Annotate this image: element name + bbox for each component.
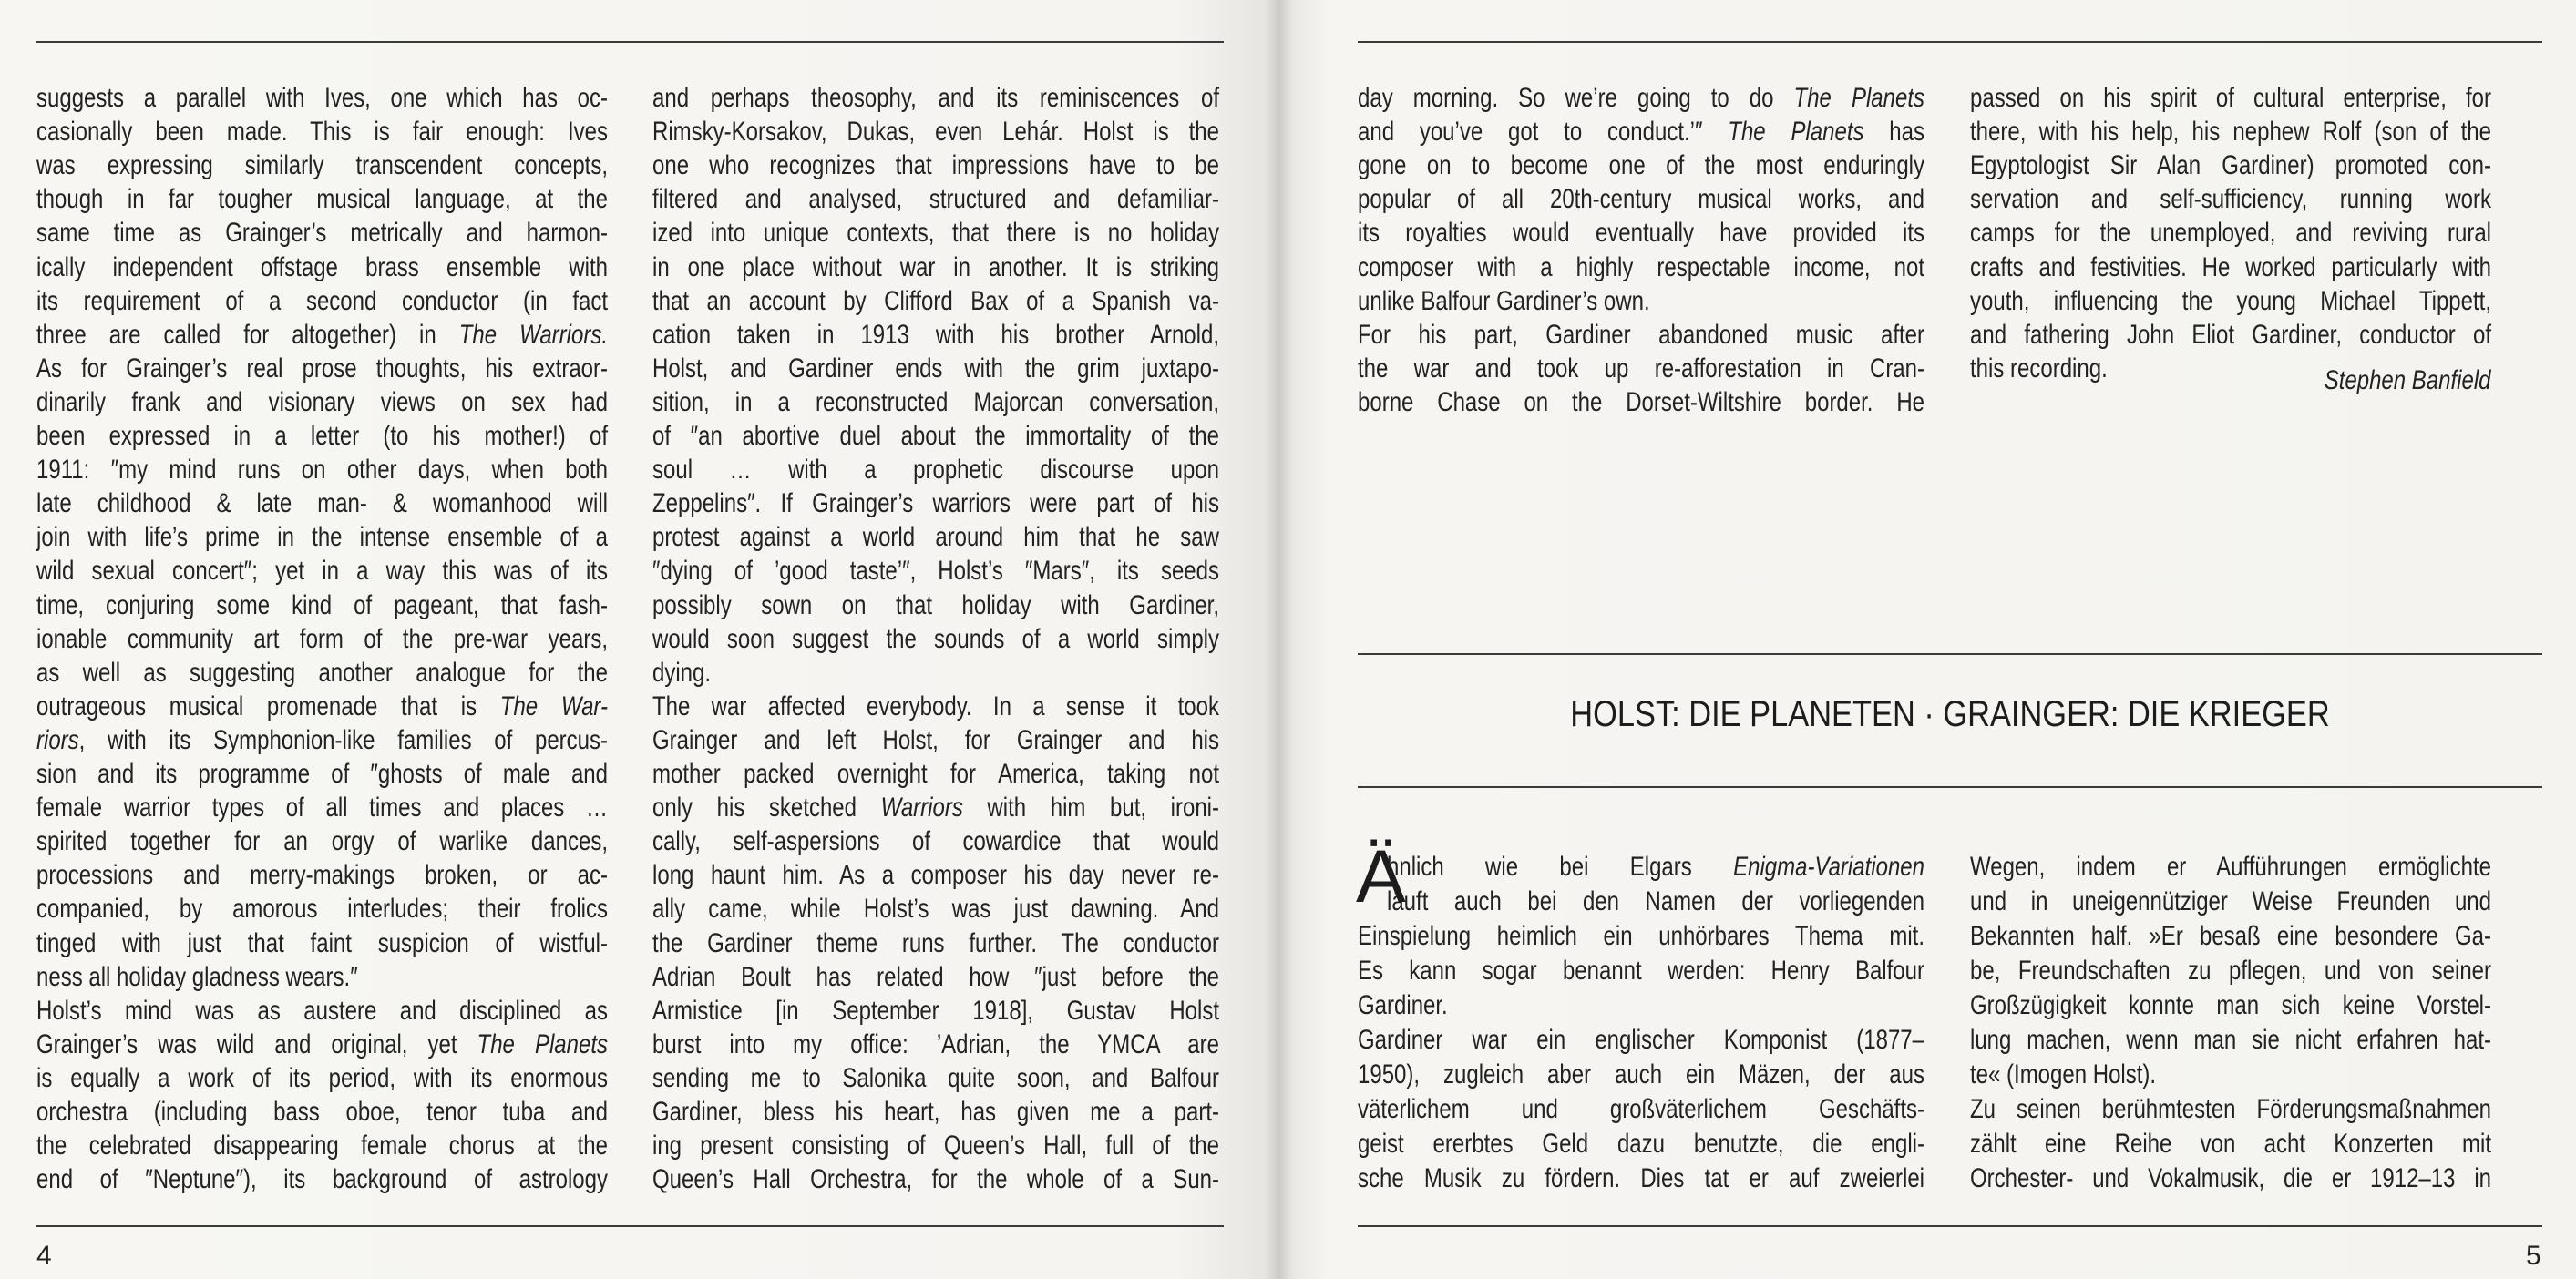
text-run: in one place without war in another. It is striking xyxy=(652,251,1219,282)
text-run: borne Chase on the Dorset-Wiltshire border. He xyxy=(1358,386,1924,417)
text-line xyxy=(1970,955,2491,987)
text-line xyxy=(1970,885,2491,918)
text-run: sending me to Salonika quite soon, and Balfour xyxy=(652,1062,1219,1093)
text-run: passed on his spirit of cultural enterprise, for xyxy=(1970,83,2491,113)
text-line xyxy=(36,927,608,960)
text-run: lung machen, wenn man sie nicht erfahren hat- xyxy=(1970,1025,2491,1055)
text-line xyxy=(652,859,1219,892)
text-line xyxy=(1970,183,2491,216)
text-run: though in far tougher musical language, at the xyxy=(36,184,608,215)
text-line xyxy=(36,82,608,115)
text-run: For his part, Gardiner abandoned music after xyxy=(1358,319,1924,350)
text-run: composer with a highly respectable income, not xyxy=(1358,251,1924,282)
text-run: processions and merry-makings broken, or ac- xyxy=(36,860,608,891)
text-run: Gardiner, bless his heart, has given me a part- xyxy=(652,1097,1219,1127)
text-line xyxy=(652,82,1219,115)
text-run: the Gardiner theme runs further. The conductor xyxy=(652,927,1219,958)
text-run: female warrior types of all times and places … xyxy=(36,793,608,824)
text-line xyxy=(652,319,1219,352)
text-run: wild sexual concert″; yet in a way this was of its xyxy=(36,556,608,587)
text-run: Holst’s mind was as austere and disciplined as xyxy=(36,995,608,1026)
text-run: this recording. xyxy=(1970,353,2108,384)
text-line xyxy=(1970,1024,2491,1057)
text-line xyxy=(1358,319,1924,352)
text-run: the war and took up re-afforestation in Cran- xyxy=(1358,353,1924,384)
text-line xyxy=(1970,851,2491,884)
drop-cap: Ä xyxy=(1356,835,1406,918)
text-line xyxy=(1358,149,1924,182)
text-line xyxy=(652,386,1219,419)
text-run: its requirement of a second conductor (in fact xyxy=(36,285,608,316)
text-line xyxy=(36,353,608,385)
german-section-heading: HOLST: DIE PLANETEN · GRAINGER: DIE KRIEGER xyxy=(1570,694,2330,734)
text-line xyxy=(652,487,1219,520)
page-number-right: 5 xyxy=(2526,1241,2541,1271)
text-run: been expressed in a letter (to his mother!) of xyxy=(36,421,608,451)
text-run: zählt eine Reihe von acht Konzerten mit xyxy=(1970,1129,2491,1159)
text-run: 1950), zugleich aber auch ein Mäzen, der aus xyxy=(1358,1059,1924,1090)
text-run: Gardiner war ein englischer Komponist (1877– xyxy=(1358,1025,1924,1055)
text-run: väterlichem und großväterlichem Geschäfts- xyxy=(1358,1094,1924,1124)
text-line xyxy=(36,792,608,824)
text-run: the celebrated disappearing female chorus at the xyxy=(36,1131,608,1161)
text-run: casionally been made. This is fair enough: Ives xyxy=(36,117,608,148)
text-line xyxy=(652,589,1219,622)
text-run: spirited together for an orgy of warlike dances, xyxy=(36,826,608,857)
text-run: unlike Balfour Gardiner’s own. xyxy=(1358,285,1650,316)
text-line xyxy=(36,724,608,757)
text-run: one who recognizes that impressions have to be xyxy=(652,150,1219,181)
text-line xyxy=(36,825,608,858)
text-line xyxy=(652,521,1219,554)
text-line xyxy=(1358,1059,1924,1091)
text-line xyxy=(652,1163,1219,1196)
text-run: ing present consisting of Queen’s Hall, full of the xyxy=(652,1131,1219,1161)
text-line xyxy=(36,386,608,419)
text-line xyxy=(36,319,608,352)
text-line xyxy=(36,893,608,926)
text-line xyxy=(36,1163,608,1196)
text-run: ized into unique contexts, that there is no holiday xyxy=(652,218,1219,249)
text-run: Gardiner. xyxy=(1358,990,1448,1020)
text-line xyxy=(36,420,608,453)
italic-title: Warriors xyxy=(880,793,963,824)
text-run: and fathering John Eliot Gardiner, conductor of xyxy=(1970,319,2491,350)
italic-title: The Planets xyxy=(1728,117,1864,148)
text-line xyxy=(652,555,1219,588)
text-run: that an account by Clifford Bax of a Spanish va- xyxy=(652,285,1219,316)
text-line xyxy=(36,285,608,318)
text-run: und in uneigennütziger Weise Freunden und xyxy=(1970,886,2491,916)
text-run: popular of all 20th-century musical works, and xyxy=(1358,184,1924,215)
text-line xyxy=(652,353,1219,385)
text-line xyxy=(36,657,608,690)
text-run: läuft auch bei den Namen der vorliegenden xyxy=(1387,886,1924,916)
text-run: Adrian Boult has related how ″just before the xyxy=(652,961,1219,992)
text-run: suggests a parallel with Ives, one which has oc- xyxy=(36,83,608,113)
page-number-left: 4 xyxy=(36,1241,52,1271)
text-line xyxy=(652,217,1219,250)
text-run: is equally a work of its period, with its enormous xyxy=(36,1062,608,1093)
text-run: cally, self-aspersions of cowardice that would xyxy=(652,826,1219,857)
text-run: Großzügigkeit konnte man sich keine Vorstel- xyxy=(1970,990,2491,1020)
text-line xyxy=(36,217,608,250)
text-line xyxy=(1358,116,1924,148)
text-line xyxy=(36,251,608,284)
text-line xyxy=(1358,1162,1924,1195)
text-line xyxy=(1970,82,2491,115)
text-run: Zu seinen berühmtesten Förderungsmaßnahmen xyxy=(1970,1094,2491,1124)
text-line xyxy=(1970,251,2491,284)
text-line xyxy=(652,724,1219,757)
text-run: gone on to become one of the most enduringly xyxy=(1358,150,1924,181)
text-run: ically independent offstage brass ensemble with xyxy=(36,251,608,282)
text-run: dinarily frank and visionary views on sex had xyxy=(36,386,608,417)
text-run: The war affected everybody. In a sense it took xyxy=(652,691,1219,721)
italic-title: The War- xyxy=(499,691,608,721)
text-run: ness all holiday gladness wears.″ xyxy=(36,961,358,992)
text-line xyxy=(1970,217,2491,250)
text-line xyxy=(1358,183,1924,216)
text-line xyxy=(36,521,608,554)
text-run: sion and its programme of ″ghosts of male and xyxy=(36,759,608,789)
text-run: with him but, ironi- xyxy=(962,793,1219,824)
text-run: three are called for altogether) in xyxy=(36,319,459,350)
text-line xyxy=(652,1130,1219,1162)
text-line xyxy=(652,691,1219,723)
text-run: Rimsky-Korsakov, Dukas, even Lehár. Holst is the xyxy=(652,117,1219,148)
text-line xyxy=(36,1028,608,1061)
heading-rule xyxy=(1358,786,2542,788)
text-line xyxy=(1358,82,1924,115)
text-run: te« (Imogen Holst). xyxy=(1970,1059,2157,1090)
italic-title: riors xyxy=(36,724,79,755)
italic-title: The Warriors. xyxy=(458,319,608,350)
text-line xyxy=(1358,989,1924,1022)
text-run: , with its Symphonion-like families of percus- xyxy=(78,724,609,755)
text-line xyxy=(652,995,1219,1028)
text-run: and you’ve got to conduct.’″ xyxy=(1358,117,1729,148)
text-run: tinged with just that faint suspicion of wistful- xyxy=(36,927,608,958)
text-line xyxy=(36,1096,608,1129)
text-line xyxy=(652,149,1219,182)
text-line xyxy=(36,623,608,656)
text-run: Es kann sogar benannt werden: Henry Balfour xyxy=(1358,956,1924,986)
text-run: end of ″Neptune″), its background of astrology xyxy=(36,1164,608,1195)
text-line xyxy=(652,893,1219,926)
text-line xyxy=(1358,353,1924,385)
text-line xyxy=(652,285,1219,318)
text-run: 1911: ″my mind runs on other days, when both xyxy=(36,455,608,486)
text-line xyxy=(652,1096,1219,1129)
text-run: time, conjuring some kind of pageant, that fash- xyxy=(36,589,608,620)
text-run: crafts and festivities. He worked particularly with xyxy=(1970,251,2491,282)
text-run: as well as suggesting another analogue for the xyxy=(36,657,608,688)
text-run: only his sketched xyxy=(652,793,881,824)
text-line xyxy=(1358,285,1924,318)
text-run: Einspielung heimlich ein unhörbares Thema mit. xyxy=(1358,921,1924,951)
text-run: filtered and analysed, structured and defamiliar- xyxy=(652,184,1219,215)
text-run: its royalties would eventually have provided its xyxy=(1358,218,1924,249)
text-line xyxy=(36,183,608,216)
left-bottom-rule xyxy=(36,1225,1224,1227)
text-run: As for Grainger’s real prose thoughts, his extraor- xyxy=(36,353,608,384)
text-line xyxy=(1358,1024,1924,1057)
text-line xyxy=(1358,217,1924,250)
text-line xyxy=(1970,920,2491,953)
text-line xyxy=(36,691,608,723)
text-run: Orchester- und Vokalmusik, die er 1912–13 in xyxy=(1970,1163,2491,1193)
text-run: Zeppelins″. If Grainger’s warriors were part of his xyxy=(652,488,1219,519)
text-line xyxy=(1970,989,2491,1022)
text-run: ally came, while Holst’s was just dawning. And xyxy=(652,894,1219,925)
text-run: outrageous musical promenade that is xyxy=(36,691,500,721)
text-run: of ″an abortive duel about the immortality of the xyxy=(652,421,1219,451)
text-run: ″dying of ’good taste’″, Holst’s ″Mars″, its seeds xyxy=(652,556,1219,587)
text-line xyxy=(1970,1093,2491,1126)
right-bottom-rule xyxy=(1358,1225,2542,1227)
text-run: burst into my office: ’Adrian, the YMCA are xyxy=(652,1028,1219,1059)
text-line xyxy=(36,1062,608,1095)
right-mid-rule xyxy=(1358,653,2542,655)
text-line xyxy=(36,149,608,182)
text-run: there, with his help, his nephew Rolf (son of the xyxy=(1970,117,2491,148)
text-run: orchestra (including bass oboe, tenor tuba and xyxy=(36,1097,608,1127)
text-run: Grainger’s was wild and original, yet xyxy=(36,1028,477,1059)
text-line xyxy=(1970,1128,2491,1161)
text-line xyxy=(1970,285,2491,318)
right-top-rule xyxy=(1358,41,2542,43)
text-line xyxy=(1970,319,2491,352)
author-signature: Stephen Banfield xyxy=(2325,365,2491,395)
left-top-rule xyxy=(36,41,1224,43)
text-line xyxy=(652,454,1219,486)
text-run: was expressing similarly transcendent concepts, xyxy=(36,150,608,181)
text-line xyxy=(1970,1059,2491,1091)
text-run: Queen’s Hall Orchestra, for the whole of a Sun- xyxy=(652,1164,1219,1195)
text-line xyxy=(1358,920,1924,953)
text-line xyxy=(36,859,608,892)
text-line xyxy=(1970,1162,2491,1195)
text-run: Wegen, indem er Aufführungen ermöglichte xyxy=(1970,852,2491,882)
text-line xyxy=(652,1062,1219,1095)
text-line xyxy=(36,589,608,622)
text-line xyxy=(1358,386,1924,419)
text-line xyxy=(1387,885,1924,918)
text-run: cation taken in 1913 with his brother Arnold, xyxy=(652,319,1219,350)
text-line xyxy=(1358,1128,1924,1161)
text-line xyxy=(36,758,608,791)
text-run: and perhaps theosophy, and its reminiscences of xyxy=(652,83,1219,113)
text-line xyxy=(652,1028,1219,1061)
text-run: geist ererbtes Geld dazu benutzte, die engli- xyxy=(1358,1129,1924,1159)
text-run: late childhood & late man- & womanhood will xyxy=(36,488,608,519)
text-line xyxy=(652,183,1219,216)
text-run: Egyptologist Sir Alan Gardiner) promoted con- xyxy=(1970,150,2491,181)
text-line xyxy=(1358,955,1924,987)
text-run: companied, by amorous interludes; their frolics xyxy=(36,894,608,925)
text-line xyxy=(652,825,1219,858)
text-line xyxy=(1970,116,2491,148)
text-run: join with life’s prime in the intense ensemble of a xyxy=(36,522,608,553)
text-run: ionable community art form of the pre-war years, xyxy=(36,623,608,654)
text-line xyxy=(36,487,608,520)
text-line xyxy=(652,758,1219,791)
text-line xyxy=(652,116,1219,148)
text-line xyxy=(1358,1093,1924,1126)
text-run: long haunt him. As a composer his day never re- xyxy=(652,860,1219,891)
text-run: youth, influencing the young Michael Tippett, xyxy=(1970,285,2491,316)
text-run: dying. xyxy=(652,657,712,688)
text-run: Bekannten half. »Er besaß eine besondere Ga- xyxy=(1970,921,2491,951)
text-run: Grainger and left Holst, for Grainger and his xyxy=(652,724,1219,755)
italic-title: The Planets xyxy=(1793,83,1925,113)
text-run: be, Freundschaften zu pflegen, und von seiner xyxy=(1970,956,2491,986)
text-run: mother packed overnight for America, taking not xyxy=(652,759,1219,789)
text-run: soul … with a prophetic discourse upon xyxy=(652,455,1219,486)
text-run: Holst, and Gardiner ends with the grim juxtapo- xyxy=(652,353,1219,384)
text-line xyxy=(652,792,1219,824)
text-line xyxy=(36,454,608,486)
text-line xyxy=(652,657,1219,690)
text-line xyxy=(36,555,608,588)
text-line xyxy=(652,927,1219,960)
text-line xyxy=(36,961,608,994)
text-run: would soon suggest the sounds of a world simply xyxy=(652,623,1219,654)
italic-title: Enigma-Variationen xyxy=(1733,852,1924,882)
text-run: Armistice [in September 1918], Gustav Holst xyxy=(652,995,1219,1026)
text-line xyxy=(36,995,608,1028)
text-run: same time as Grainger’s metrically and harmon- xyxy=(36,218,608,249)
text-run: protest against a world around him that he saw xyxy=(652,522,1219,553)
text-line xyxy=(652,420,1219,453)
text-line xyxy=(652,623,1219,656)
text-line xyxy=(36,116,608,148)
text-line xyxy=(652,961,1219,994)
text-run: servation and self-sufficiency, running work xyxy=(1970,184,2491,215)
text-run: camps for the unemployed, and reviving rural xyxy=(1970,218,2491,249)
italic-title: The Planets xyxy=(477,1028,608,1059)
text-run: hnlich wie bei Elgars xyxy=(1387,852,1734,882)
text-line xyxy=(1387,851,1924,884)
text-run: possibly sown on that holiday with Gardiner, xyxy=(652,589,1219,620)
text-run: sche Musik zu fördern. Dies tat er auf zweierlei xyxy=(1358,1163,1924,1193)
text-line xyxy=(1970,149,2491,182)
text-run: has xyxy=(1863,117,1924,148)
text-line xyxy=(1358,251,1924,284)
text-line xyxy=(36,1130,608,1162)
text-run: sition, in a reconstructed Majorcan conversation, xyxy=(652,386,1219,417)
text-line xyxy=(652,251,1219,284)
text-run: day morning. So we’re going to do xyxy=(1358,83,1794,113)
